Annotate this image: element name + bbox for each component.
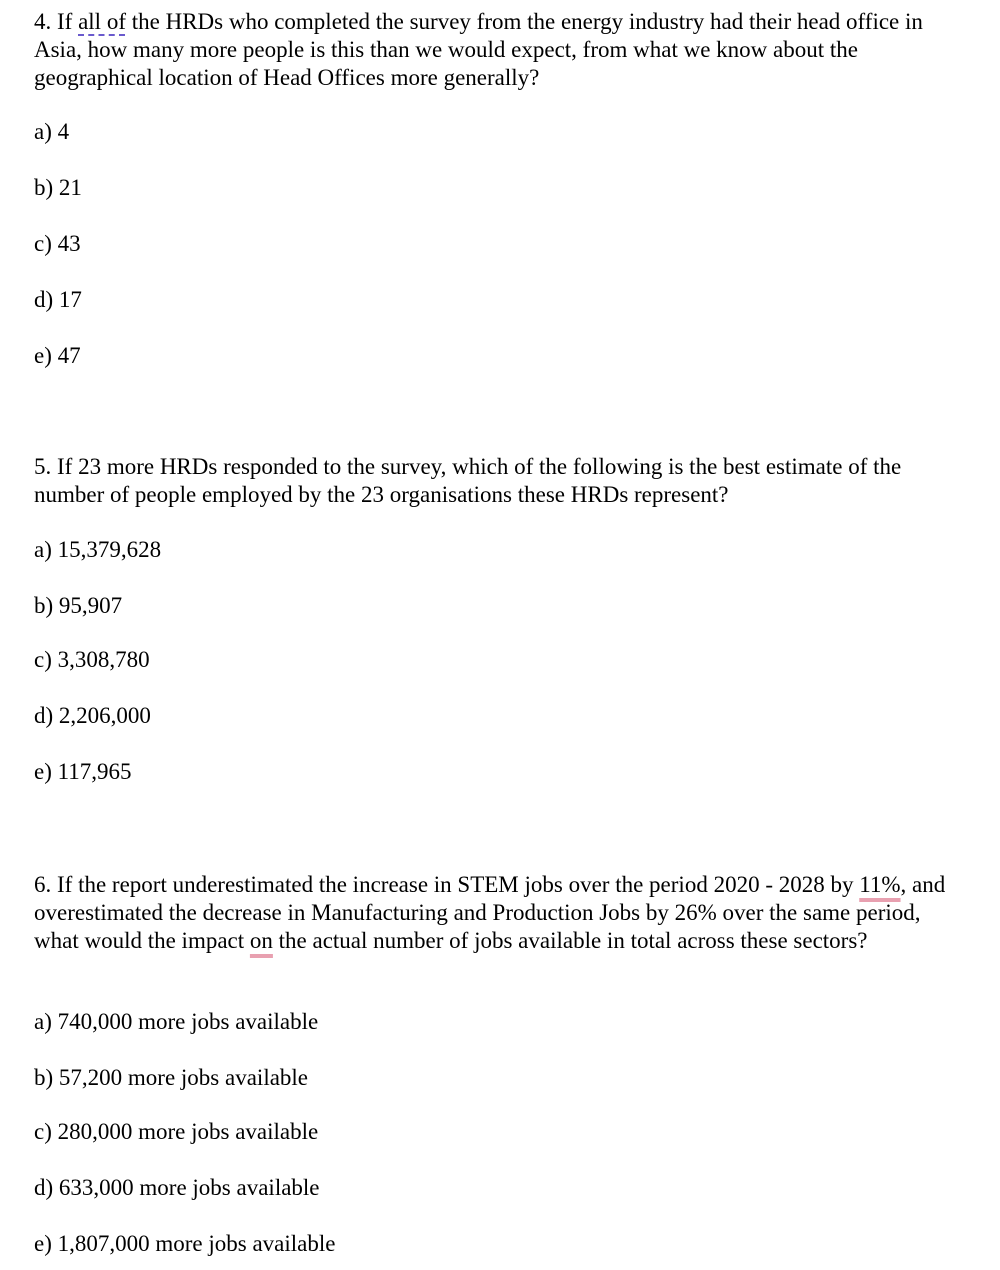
- question-5-text: 5. If 23 more HRDs responded to the survey, which of the following is the best estimate of the number of people employed by the 23 organisations these HRDs represent?: [34, 454, 902, 507]
- question-4-text: [34, 8, 954, 92]
- question-4-option-a: a) 4: [34, 119, 70, 144]
- question-5-option-e: e) 117,965: [34, 759, 132, 784]
- question-4-rest: the HRDs who completed the survey from the energy industry had their head office in Asia, how many more people is this than we would expect, from what we know about the geographical location of Head Offices more generally?: [34, 9, 923, 90]
- question-6-part-3: the actual number of jobs available in total across these sectors?: [272, 928, 868, 953]
- question-4-option-c: c) 43: [34, 231, 81, 256]
- question-5-option-d: d) 2,206,000: [34, 703, 151, 728]
- question-5-option-c: c) 3,308,780: [34, 647, 150, 672]
- question-6-option-d: d) 633,000 more jobs available: [34, 1175, 320, 1200]
- grammar-flag-all-of[interactable]: all of: [78, 9, 126, 34]
- question-6-text: [34, 871, 954, 955]
- question-5-option-a: a) 15,379,628: [34, 537, 162, 562]
- question-5-option-b: b) 95,907: [34, 593, 123, 618]
- question-4-option-d: d) 17: [34, 287, 82, 312]
- spelling-flag-11-percent[interactable]: 11%: [859, 872, 901, 897]
- question-6-part-2: , and overestimated the decrease in Manufacturing and Production Jobs by 26% over the same period, what would the impact: [34, 872, 946, 953]
- question-4-option-e: e) 47: [34, 343, 81, 368]
- question-4-option-b: b) 21: [34, 175, 82, 200]
- question-6-option-e: e) 1,807,000 more jobs available: [34, 1231, 336, 1256]
- spelling-flag-on[interactable]: on: [249, 928, 273, 953]
- question-6-option-a: a) 740,000 more jobs available: [34, 1009, 319, 1034]
- question-6-part-1: 6. If the report underestimated the increase in STEM jobs over the period 2020 - 2028 by: [34, 872, 860, 897]
- question-6-option-b: b) 57,200 more jobs available: [34, 1065, 309, 1090]
- question-4-prefix: 4. If: [34, 9, 79, 34]
- question-6-option-c: c) 280,000 more jobs available: [34, 1119, 319, 1144]
